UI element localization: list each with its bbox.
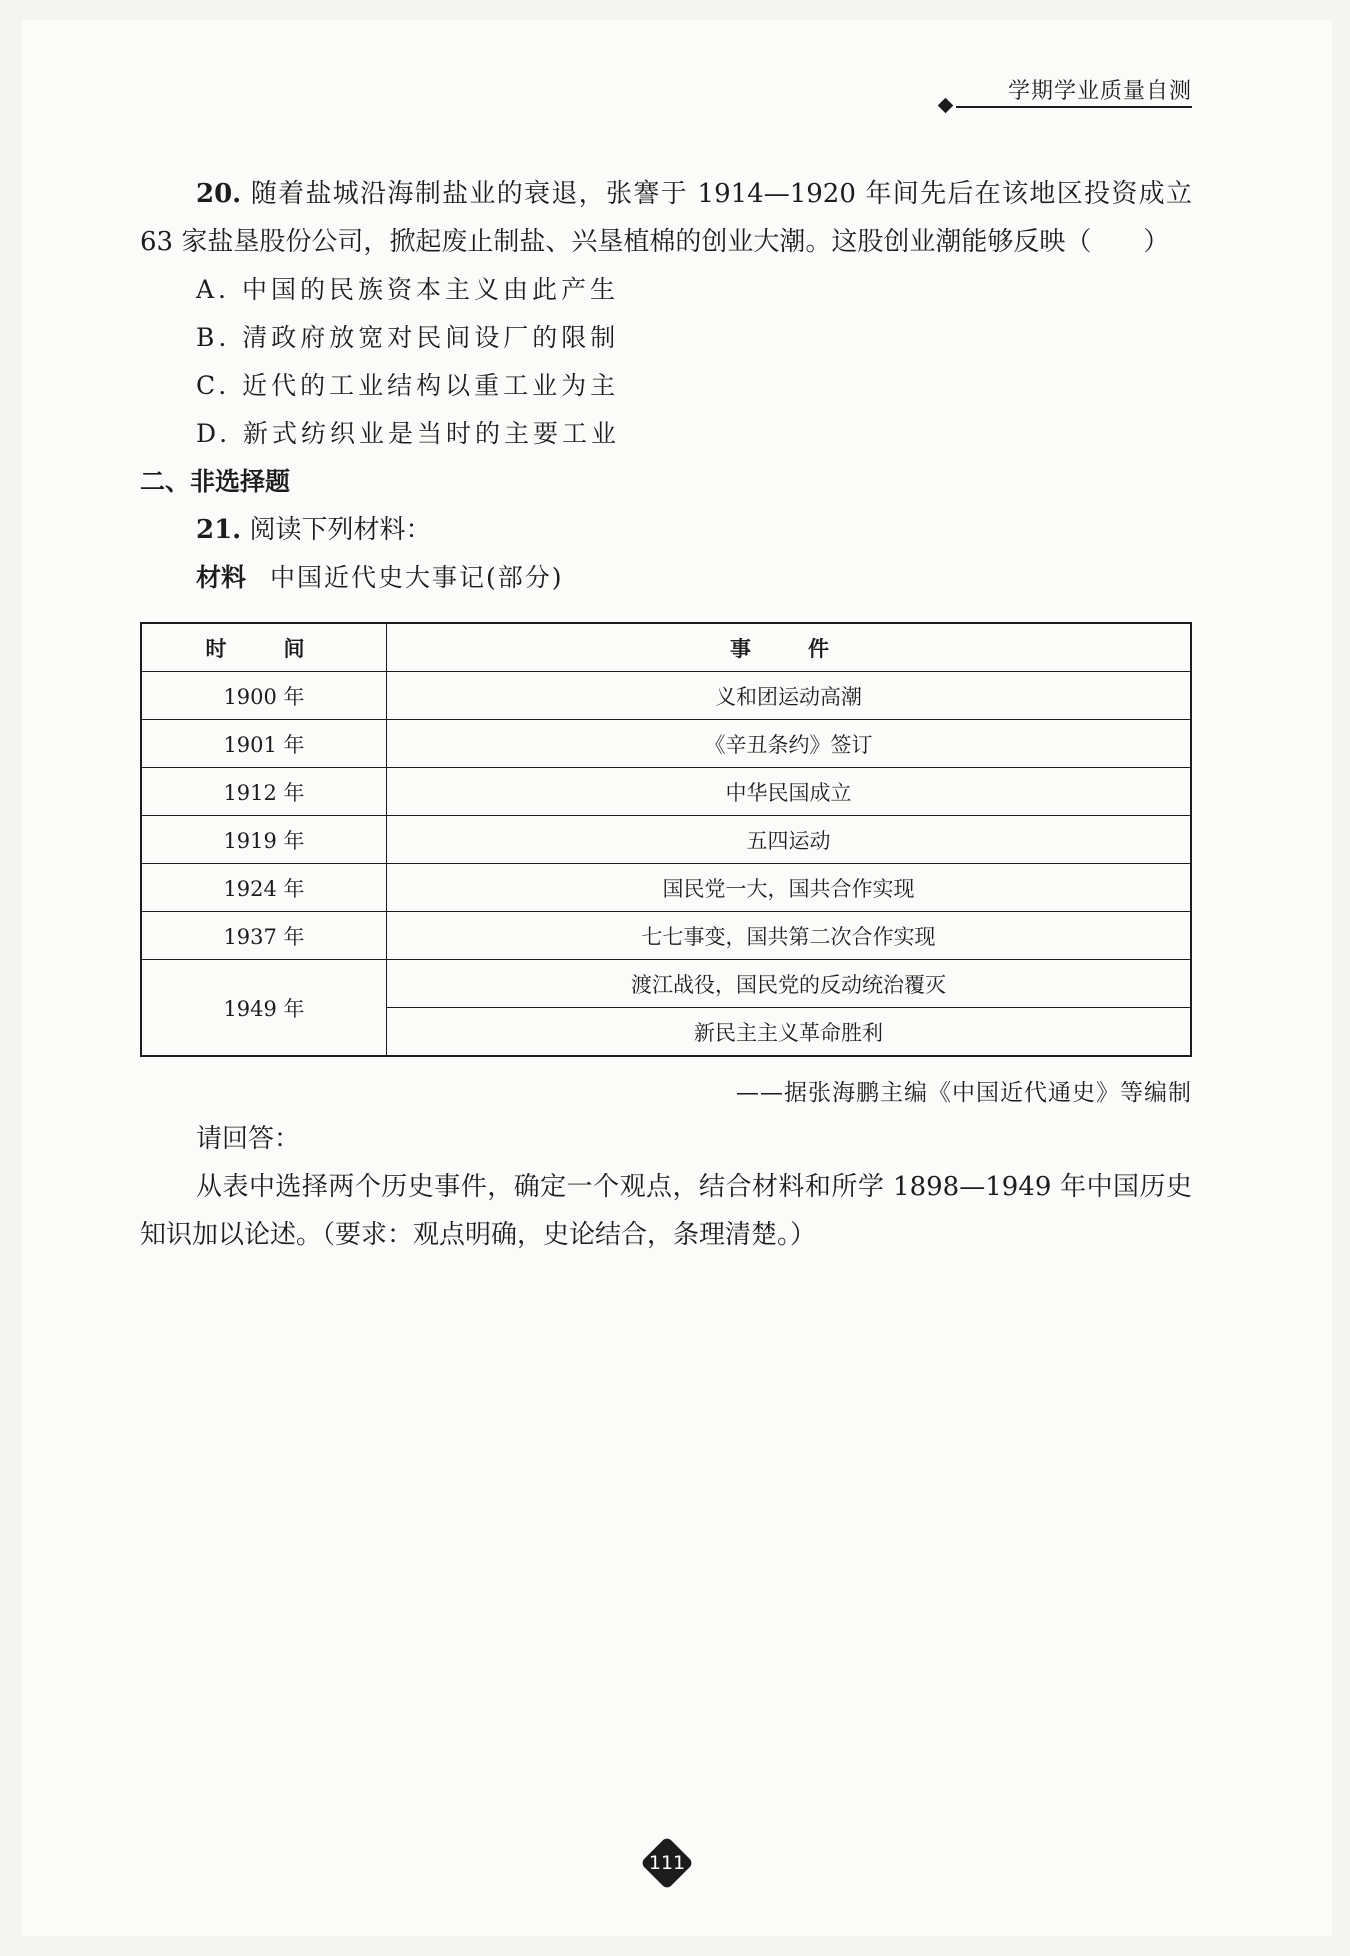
- table-row: [141, 960, 1191, 1008]
- question-21-instruction: 从表中选择两个历史事件，确定一个观点，结合材料和所学 1898—1949 年中国历史知识加以论述。（要求：观点明确，史论结合，条理清楚。）: [140, 1172, 1192, 1250]
- page-content: [140, 170, 1192, 1259]
- table-row: [141, 912, 1191, 960]
- option-d: D. 新式纺织业是当时的主要工业: [196, 419, 621, 448]
- event-cell: 七七事变，国共第二次合作实现: [387, 912, 1192, 960]
- question-21-number: 21.: [196, 515, 242, 545]
- table-row: [141, 768, 1191, 816]
- event-cell: 中华民国成立: [387, 768, 1192, 816]
- ask-label: 请回答：: [196, 1124, 301, 1154]
- option-a: A. 中国的民族资本主义由此产生: [196, 275, 619, 304]
- events-table: [140, 622, 1192, 1057]
- question-20-options: [196, 266, 1192, 458]
- year-cell: 1949 年: [141, 960, 387, 1057]
- column-header-time: 时 间: [141, 623, 387, 672]
- table-header-row: [141, 623, 1191, 672]
- question-20-stem: [140, 170, 1192, 266]
- section-title: 二、非选择题: [140, 467, 291, 496]
- header-rule: [956, 106, 1192, 108]
- event-cell: 五四运动: [387, 816, 1192, 864]
- year-cell: 1924 年: [141, 864, 387, 912]
- question-20-text: 随着盐城沿海制盐业的衰退，张謇于 1914—1920 年间先后在该地区投资成立 63 家盐垦股份公司，掀起废止制盐、兴垦植棉的创业大潮。这股创业潮能够反映（ ）: [140, 179, 1192, 257]
- option-b: B. 清政府放宽对民间设厂的限制: [196, 323, 620, 352]
- event-cell: 国民党一大，国共合作实现: [387, 864, 1192, 912]
- question-21-prompt-text: 阅读下列材料：: [249, 515, 432, 545]
- material-title: 中国近代史大事记(部分): [270, 563, 564, 592]
- question-20-number: 20.: [196, 179, 242, 209]
- material-heading: [196, 554, 1192, 602]
- event-cell: 新民主主义革命胜利: [387, 1008, 1192, 1057]
- year-cell: 1901 年: [141, 720, 387, 768]
- year-cell: 1912 年: [141, 768, 387, 816]
- table-row: [141, 672, 1191, 720]
- option-c: C. 近代的工业结构以重工业为主: [196, 371, 620, 400]
- year-cell: 1900 年: [141, 672, 387, 720]
- page-header: [940, 72, 1192, 112]
- table-row: [141, 816, 1191, 864]
- page-number-text: 111: [648, 1852, 686, 1874]
- event-cell: 《辛丑条约》签订: [387, 720, 1192, 768]
- event-cell: 渡江战役，国民党的反动统治覆灭: [387, 960, 1192, 1008]
- source-citation: ——据张海鹏主编《中国近代通史》等编制: [736, 1080, 1192, 1106]
- table-row: [141, 720, 1191, 768]
- material-label: 材料: [196, 563, 247, 592]
- year-cell: 1937 年: [141, 912, 387, 960]
- event-cell: 义和团运动高潮: [387, 672, 1192, 720]
- column-header-event: 事 件: [387, 623, 1192, 672]
- year-cell: 1919 年: [141, 816, 387, 864]
- diamond-icon: [938, 98, 954, 114]
- header-title: 学期学业质量自测: [1007, 79, 1192, 104]
- page-number: [642, 1838, 692, 1888]
- table-row: [141, 864, 1191, 912]
- question-21-prompt: [140, 506, 1192, 554]
